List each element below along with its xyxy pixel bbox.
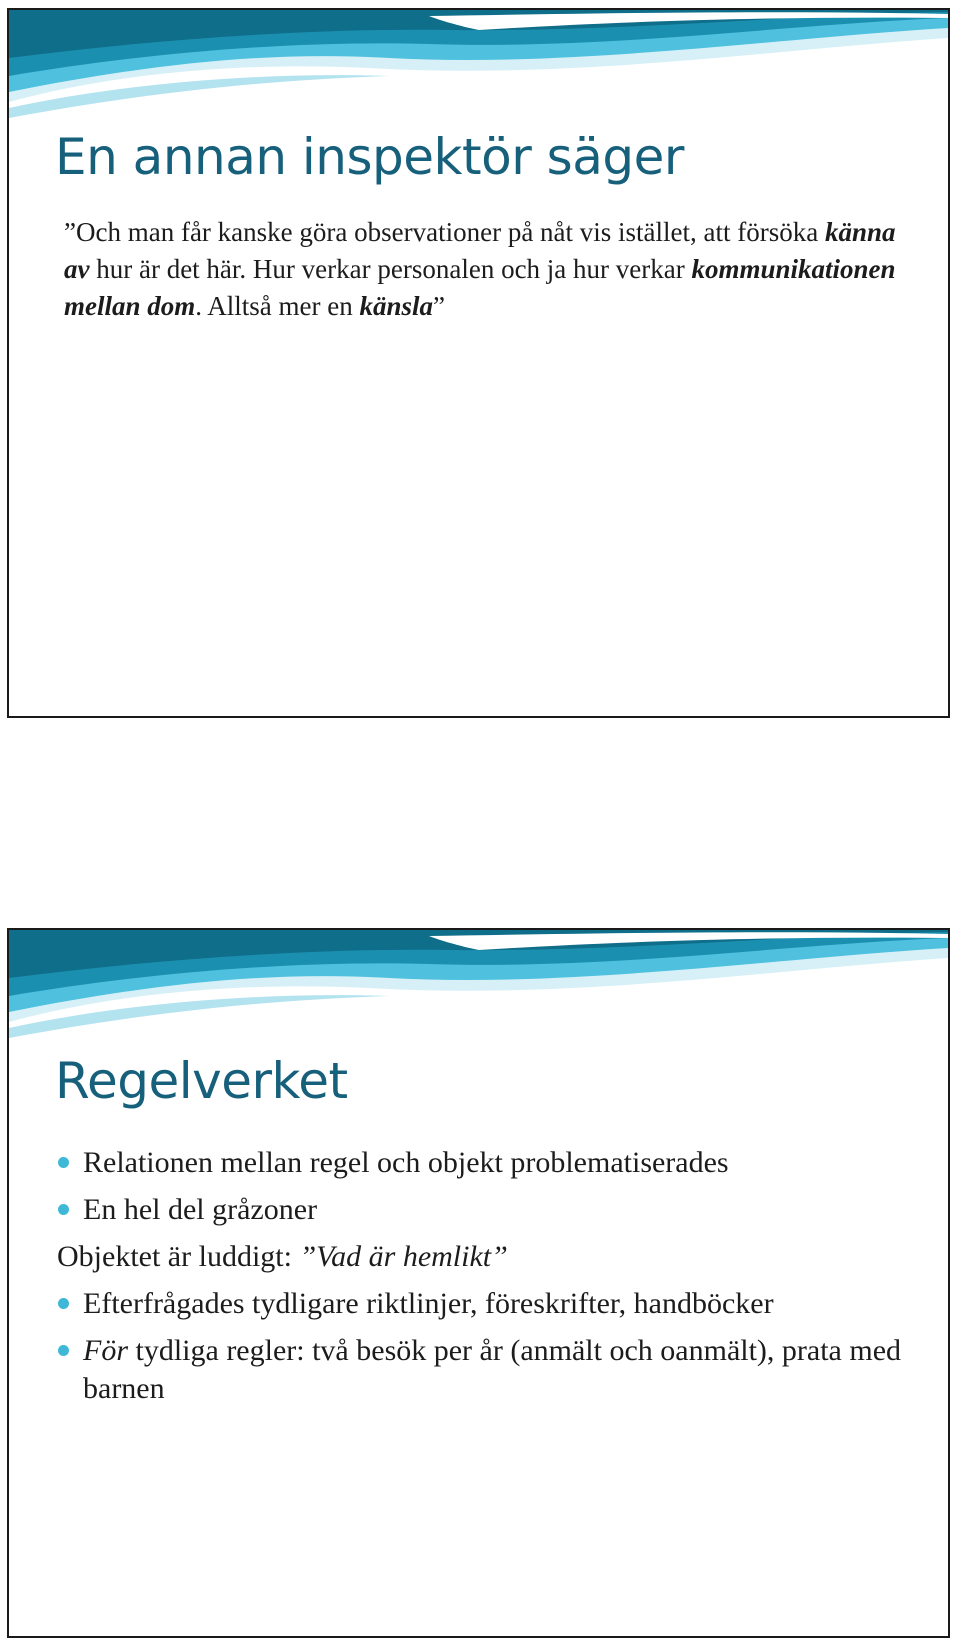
emphasis-text: känsla [359,291,434,321]
slide-1 [7,8,950,718]
list-item: För tydliga regler: två besök per år (anmält och oanmält), prata med barnen [57,1332,927,1408]
slide-title: Regelverket [55,1052,348,1110]
round-bullet-icon [58,1345,69,1356]
list-item: Relationen mellan regel och objekt problematiserades [57,1144,927,1182]
list-item: En hel del gråzoner [57,1191,927,1229]
quote-text: ”Och man får kanske göra observationer på nåt vis istället, att försöka känna av hur är det här. Hur verkar personalen och ja hur verkar kommunikationen mellan dom. Alltså mer en känsla” [64,217,896,321]
round-bullet-icon [58,1204,69,1215]
slide-title: En annan inspektör säger [55,128,684,186]
wave-header-icon [9,10,948,125]
emphasis-text: känna av [64,217,896,284]
wave-header-icon [9,930,948,1045]
round-bullet-icon [58,1298,69,1309]
bullet-list [57,1144,927,1417]
slide-2 [7,928,950,1638]
list-item: Efterfrågades tydligare riktlinjer, föreskrifter, handböcker [57,1285,927,1323]
round-bullet-icon [58,1157,69,1168]
italic-text: För [83,1334,128,1367]
list-item: Objektet är luddigt: ”Vad är hemlikt” [57,1240,508,1273]
emphasis-text: kommunikationen mellan dom [64,254,896,321]
italic-text: ”Vad är hemlikt” [299,1240,508,1273]
